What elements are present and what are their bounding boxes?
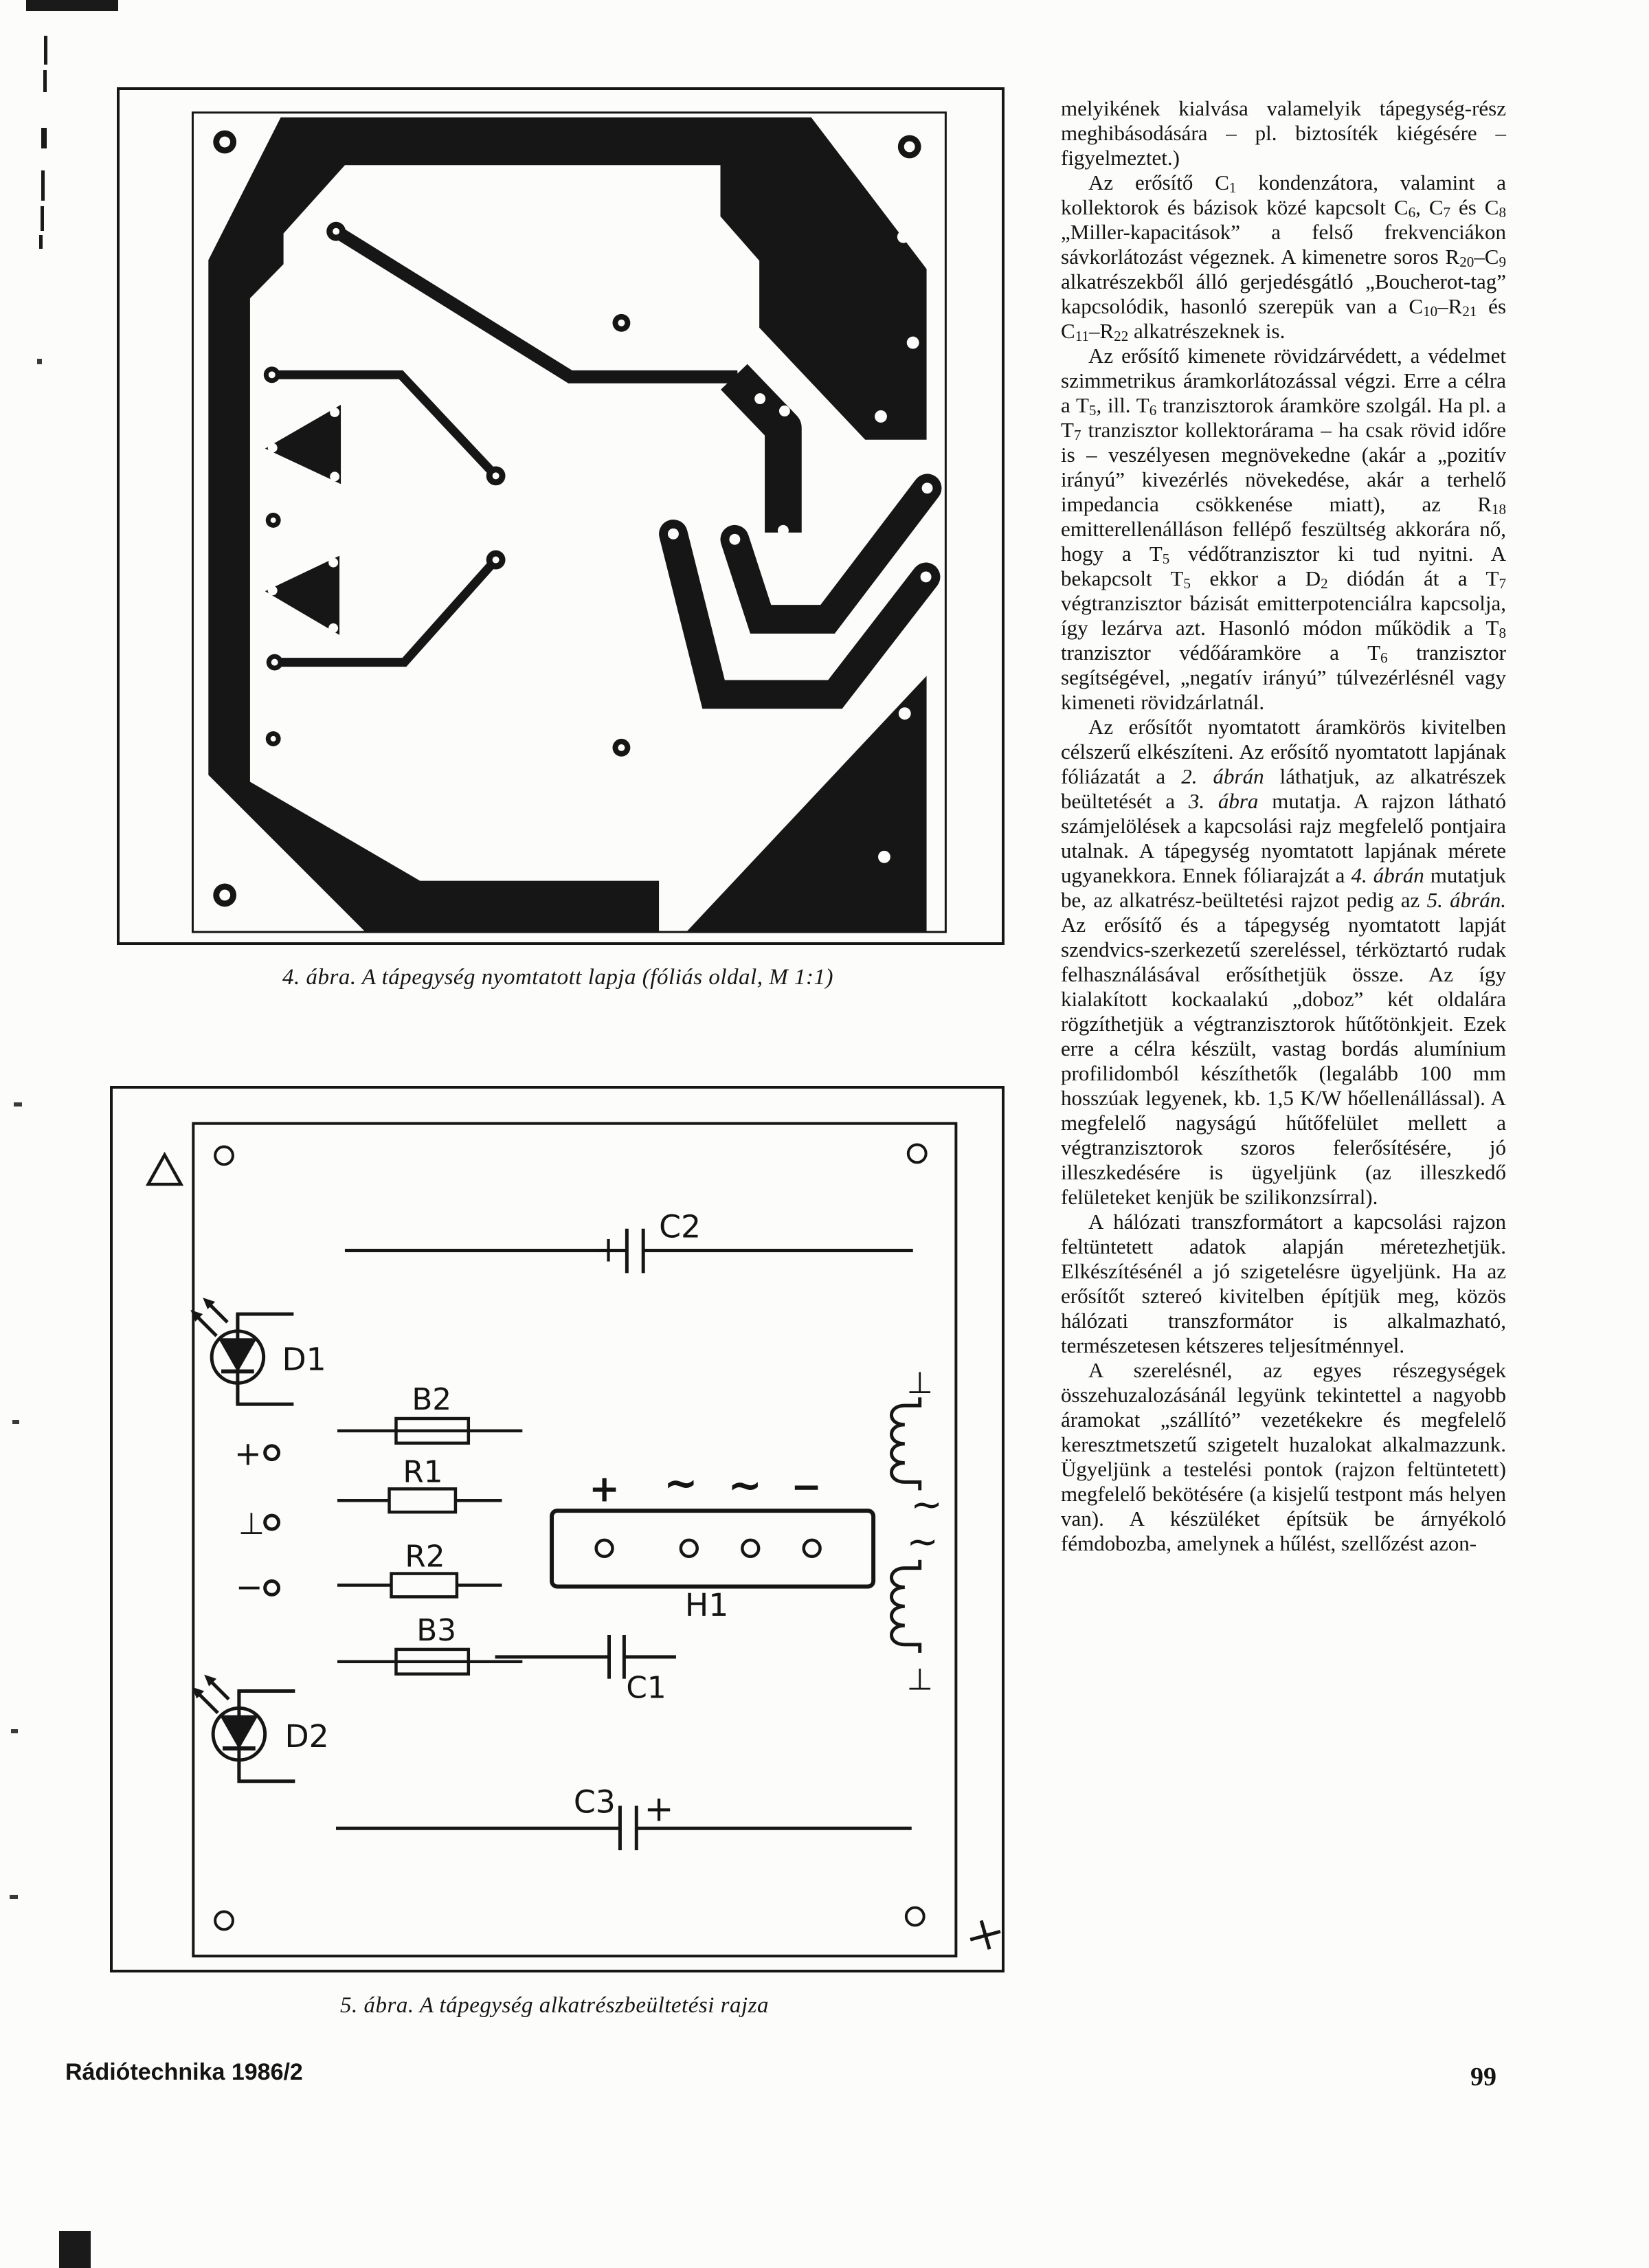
terminal-plus: + xyxy=(234,1435,262,1474)
scan-mark xyxy=(44,36,47,65)
h1-holes xyxy=(596,1540,820,1557)
led-d2 xyxy=(192,1675,295,1781)
c2-polarity: + xyxy=(593,1229,624,1271)
coil-bottom-ac: ~ xyxy=(906,1519,939,1564)
coil-bottom-ground: ⊥ xyxy=(906,1662,933,1698)
b3-label: B3 xyxy=(416,1612,457,1648)
scan-mark xyxy=(43,70,47,92)
scan-smudge xyxy=(26,0,118,11)
r2-label: R2 xyxy=(405,1539,445,1575)
b2-label: B2 xyxy=(412,1382,452,1418)
resistor-r1 xyxy=(337,1489,502,1512)
r1-label: R1 xyxy=(403,1454,443,1490)
scan-mark xyxy=(39,235,43,249)
fuse-b2 xyxy=(337,1419,522,1443)
c3-label: C3 xyxy=(573,1783,616,1821)
capacitor-c3 xyxy=(336,1805,912,1850)
coil-top-ac: ~ xyxy=(910,1482,943,1528)
scan-mark xyxy=(41,206,44,231)
figure4-caption: 4. ábra. A tápegység nyomtatott lapja (fóliás oldal, M 1:1) xyxy=(282,965,833,990)
article-paragraph: A hálózati transzformátort a kapcsolási rajzon feltüntetett adatok alapján méretezhetjük. Elkészítésénél a jó szigetelésre ügyeljünk. Ha az erősítőt sztereó kivitelben építjük meg, közös hálózati transzformátor is alkalmazható, természetesen kétszeres teljesítménnyel. xyxy=(1061,1210,1506,1357)
article-paragraph: Az erősítő $C_1$ kondenzátora, valamint a kollektorok és bázisok közé kapcsolt $C_6$, $C_7$ és $C_8$ „Miller-kapacitások” a felső frekvenciákon sávkorlátozást végeznek. A kimenetre soros $R_{20}-C_9$ alkatrészekből álló gerjedésgátló „Boucherot-tag” kapcsolódik, hasonló szerepük van a $C_{10}-R_{21}$ és $C_{11}-R_{22}$ alkatrészeknek is. xyxy=(1061,170,1507,344)
article-paragraph: melyikének kialvása valamelyik tápegység-rész meghibásodására – pl. biztosíték kiégésére – figyelmeztet.) xyxy=(1061,96,1506,170)
article-paragraph: A szerelésnél, az egyes részegységek összehuzalozásánál legyünk tekintettel a nagyobb áramokat „szállító” vezetékekre és megfelelő keresztmetszetű szigetelt huzalokat alkalmazzunk. Ügyeljünk a testelési pontok (rajzon feltüntetett) megfelelő bekötésére (a kisjelű testpont más helyen van). A készüléket építsük be árnyékoló fémdobozba, amelynek a hűlést, szellőzést azon- xyxy=(1061,1358,1506,1555)
scan-mark xyxy=(41,170,45,201)
led-d1 xyxy=(190,1298,293,1404)
d1-label: D1 xyxy=(282,1341,326,1378)
article-paragraph: Az erősítő kimenete rövidzárvédett, a védelmet szimmetrikus áramkorlátozással végzi. Erre a célra a $T_5$, ill. $T_6$ tranzisztorok áramköre szolgál. Ha pl. a $T_7$ tranzisztor kollektorárama – ha csak rövid időre is – veszélyesen megnövekedne (akár a „pozitív irányú” kivezérlés növekedése, akár a terhelő impedancia csökkenése miatt), az $R_{18}$ emitterellenálláson fellépő feszültség akkorára nő, hogy a $T_5$ védőtranzisztor ki tud nyitni. A bekapcsolt $T_5$ ekkor a $D_2$ diódán át a $T_7$ végtranzisztor bázisát emitterpotenciálra kapcsolja, így lezárva azt. Hasonló módon működik a $T_8$ tranzisztor védőáramköre a $T_6$ tranzisztor segítségével, „negatív irányú” túlvezérlésnél vagy kimeneti rövidzárlatnál. xyxy=(1061,344,1507,714)
terminal-minus: − xyxy=(235,1568,263,1607)
orientation-triangle-icon xyxy=(148,1155,181,1184)
pcb-foil-pattern xyxy=(120,90,1002,942)
c3-polarity: + xyxy=(644,1788,674,1830)
scan-mark xyxy=(12,1420,19,1424)
board-outline xyxy=(193,1124,956,1956)
registration-cross-icon xyxy=(970,1920,1000,1949)
d2-label: D2 xyxy=(284,1718,329,1755)
page-number: 99 xyxy=(1470,2063,1496,2091)
h1-label: H1 xyxy=(684,1587,729,1624)
article-paragraph: Az erősítőt nyomtatott áramkörös kivitelben célszerű elkészíteni. Az erősítő nyomtatott lapjának fóliázatát a 2. ábrán láthatjuk, az alkatrészek beültetését a 3. ábra mutatja. A rajzon látható számjelölések a kapcsolási rajz megfelelő pontjaira utalnak. A tápegység nyomtatott lapjának mérete ugyanekkora. Ennek fóliarajzát a 4. ábrán mutatjuk be, az alkatrész-beültetési rajzot pedig az 5. ábrán. Az erősítő és a tápegység nyomtatott lapját szendvics-szerkezetű szereléssel, térköztartó rudak felhasználásával erősíthetjük össze. Az így kialakított kockaalakú „doboz” két oldalára rögzíthetjük a végtranzisztorok hűtőtönkjeit. Ezek erre a célra készült, vastag bordás alumínium profilidomból készíthetők (legalább 100 mm hosszúak legyenek, kb. 1,5 K/W hőellenállással). A megfelelő nagyságú hűtőfelület mellett a végtranzisztorok szoros felerősítésére, jó illeszkedésére is ügyeljünk (az illeszkedő felületeket kenjük be szilikonzsírral). xyxy=(1061,715,1506,1209)
h1-terminal-ac2: ~ xyxy=(728,1462,763,1510)
h1-terminal-minus: − xyxy=(791,1465,822,1509)
scan-mark xyxy=(11,1729,18,1733)
c1-label: C1 xyxy=(626,1670,666,1706)
scan-mark xyxy=(37,359,42,364)
h1-terminal-plus: + xyxy=(589,1467,620,1511)
terminal-ground: ⊥ xyxy=(238,1506,265,1542)
journal-footer: Rádiótechnika 1986/2 xyxy=(65,2059,303,2085)
rectifier-h1 xyxy=(552,1511,873,1586)
scan-mark xyxy=(14,1102,22,1107)
h1-terminal-ac1: ~ xyxy=(663,1460,698,1508)
figure5-frame xyxy=(110,1086,1005,1972)
article-column xyxy=(1061,96,1506,1556)
scan-bar xyxy=(59,2231,91,2268)
figure4-frame xyxy=(117,87,1005,945)
resistor-r2 xyxy=(337,1574,502,1597)
scan-mark xyxy=(10,1895,18,1899)
scan-mark xyxy=(41,128,47,148)
terminal-symbols xyxy=(265,1446,279,1595)
capacitor-c2 xyxy=(345,1229,913,1274)
c2-label: C2 xyxy=(659,1208,702,1245)
winding-coil-top xyxy=(891,1397,919,1490)
component-placement-drawing xyxy=(113,1089,1002,1970)
board-corner-holes xyxy=(215,1144,926,1929)
figure5-caption: 5. ábra. A tápegység alkatrészbeültetési rajza xyxy=(340,1993,769,2018)
coil-top-ground: ⊥ xyxy=(906,1366,933,1401)
winding-coil-bottom xyxy=(891,1560,919,1653)
fuse-b3 xyxy=(337,1649,522,1674)
